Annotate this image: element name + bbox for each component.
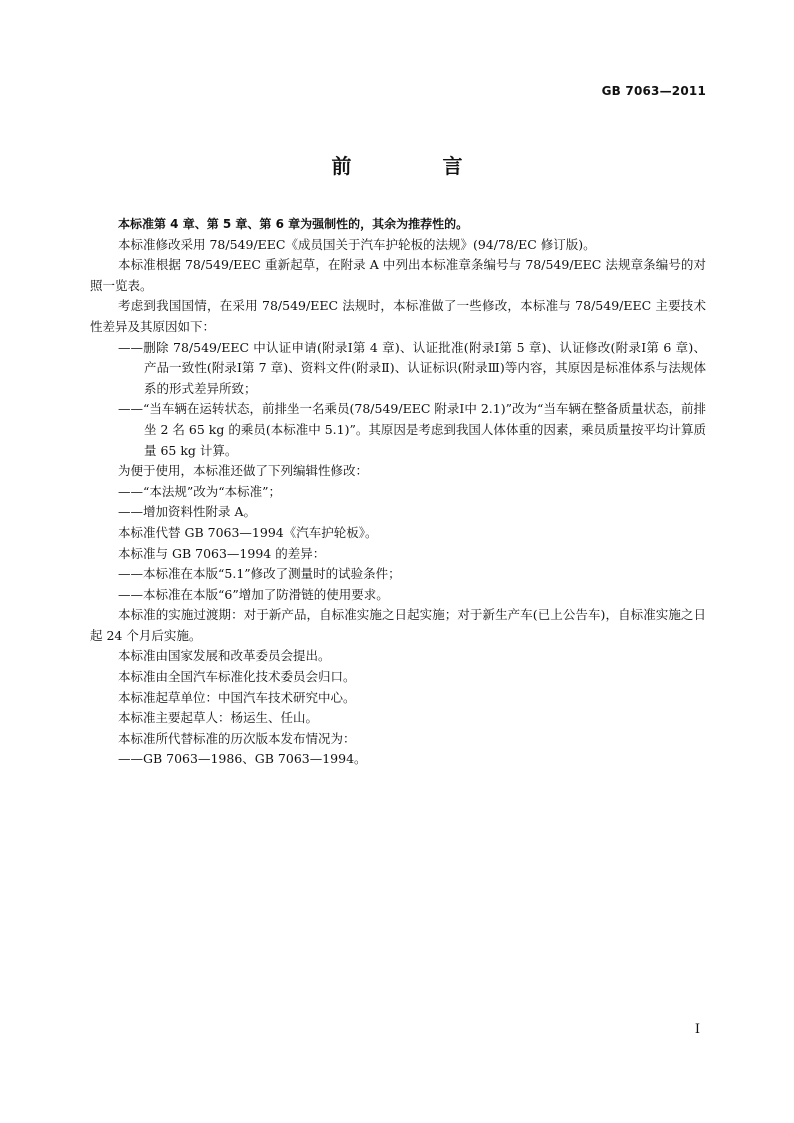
- editorial-item-annex: ——增加资料性附录 A。: [118, 504, 257, 520]
- governing-committee-statement: 本标准由全国汽车标准化技术委员会归口。: [118, 669, 356, 685]
- redrafting-statement: 本标准根据 78/549/EEC 重新起草，在附录 A 中列出本标准章条编号与 78/549/EEC 法规章条编号的对照一览表。: [90, 257, 706, 293]
- drafting-organization-statement: 本标准起草单位：中国汽车技术研究中心。: [118, 689, 356, 705]
- replacement-statement: 本标准代替 GB 7063—1994《汽车护轮板》。: [118, 524, 378, 540]
- page-title: 前 言: [331, 154, 505, 178]
- foreword-body: [90, 214, 706, 770]
- previous-editions-list: ——GB 7063—1986、GB 7063—1994。: [118, 751, 367, 767]
- mandatory-clause-statement: 本标准第 4 章、第 5 章、第 6 章为强制性的，其余为推荐性的。: [118, 217, 469, 231]
- editorial-item-wording: ——“本法规”改为“本标准”；: [118, 483, 282, 499]
- difference-1994-item-snow-chains: ——本标准在本版“6”增加了防滑链的使用要求。: [118, 586, 389, 602]
- drafters-statement: 本标准主要起草人：杨运生、任山。: [118, 710, 319, 726]
- proposer-statement: 本标准由国家发展和改革委员会提出。: [118, 648, 331, 664]
- differences-from-1994-intro: 本标准与 GB 7063—1994 的差异：: [118, 545, 326, 561]
- standard-code-header: GB 7063—2011: [601, 84, 706, 98]
- difference-1994-item-test-conditions: ——本标准在本版“5.1”修改了测量时的试验条件；: [118, 566, 401, 582]
- transition-period-statement: 本标准的实施过渡期：对于新产品，自标准实施之日起实施；对于新生产车(已上公告车)，自标准实施之日起 24 个月后实施。: [90, 607, 706, 643]
- technical-differences-intro: 考虑到我国国情，在采用 78/549/EEC 法规时，本标准做了一些修改，本标准与 78/549/EEC 主要技术性差异及其原因如下：: [90, 298, 706, 334]
- page-number: Ⅰ: [694, 1022, 700, 1037]
- adoption-statement: 本标准修改采用 78/549/EEC《成员国关于汽车护轮板的法规》(94/78/EC 修订版)。: [118, 236, 596, 252]
- difference-item-deletions: ——删除 78/549/EEC 中认证申请(附录Ⅰ第 4 章)、认证批准(附录Ⅰ第 5 章)、认证修改(附录Ⅰ第 6 章)、产品一致性(附录Ⅰ第 7 章)、资料文件(附录Ⅱ)、认证标识(附录Ⅲ)等内容，其原因是标准体系与法规体系的形式差异所致；: [118, 339, 706, 396]
- editorial-changes-intro: 为便于使用，本标准还做了下列编辑性修改：: [118, 463, 369, 479]
- previous-editions-intro: 本标准所代替标准的历次版本发布情况为：: [118, 730, 356, 746]
- difference-item-occupant: ——“当车辆在运转状态，前排坐一名乘员(78/549/EEC 附录Ⅰ中 2.1)”改为“当车辆在整备质量状态，前排坐 2 名 65 kg 的乘员(本标准中 5.1)”。其原因是考虑到我国人体体重的因素，乘员质量按平均计算质量 65 kg 计算。: [118, 401, 706, 458]
